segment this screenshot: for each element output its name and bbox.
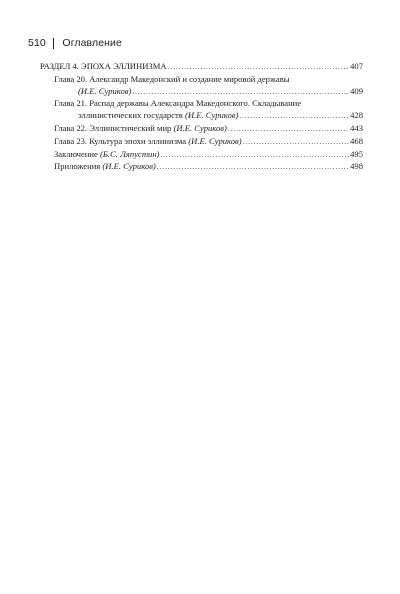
toc-entry-line	[40, 74, 363, 86]
toc-page-number: 409	[350, 85, 363, 96]
toc-chapter-title-continued: эллинистических государств	[78, 110, 183, 121]
toc-chapter-title: Глава 21. Распад державы Александра Македонского. Складывание	[54, 98, 302, 109]
toc-entry-title: Приложения	[54, 161, 101, 172]
toc-entry-title: Заключение	[54, 148, 98, 159]
toc-author: (Б.С. Ляпустин)	[99, 148, 160, 159]
toc-leader-dots	[132, 87, 349, 99]
toc-author: (И.Е. Суриков)	[78, 85, 132, 96]
toc-page-number: 495	[350, 148, 363, 159]
toc-page-number: 468	[350, 135, 363, 146]
toc-chapter-23[interactable]	[40, 136, 363, 149]
running-head	[28, 36, 122, 50]
toc-chapter-20[interactable]	[40, 74, 363, 99]
toc-part-4[interactable]	[40, 61, 363, 74]
table-of-contents	[40, 61, 363, 174]
toc-conclusion[interactable]	[40, 149, 363, 162]
page-number: 510	[28, 37, 46, 49]
toc-appendices[interactable]	[40, 161, 363, 174]
toc-page-number: 443	[350, 122, 363, 133]
toc-chapter-21[interactable]	[40, 98, 363, 123]
toc-entry-line	[40, 98, 363, 110]
toc-page-number: 498	[350, 161, 363, 172]
toc-leader-dots	[243, 137, 349, 149]
toc-page-number: 428	[350, 110, 363, 121]
toc-leader-dots	[168, 62, 350, 74]
toc-leader-dots	[239, 111, 349, 123]
running-head-separator	[53, 38, 55, 49]
running-head-title: Оглавление	[62, 37, 122, 49]
toc-author: (И.Е. Суриков)	[102, 161, 156, 172]
toc-leader-dots	[160, 150, 349, 162]
toc-chapter-title: Глава 20. Александр Македонский и создание мировой державы	[54, 73, 290, 84]
toc-chapter-title: Глава 22. Эллинистический мир	[54, 122, 172, 133]
toc-author: (И.Е. Суриков)	[173, 122, 227, 133]
toc-chapter-22[interactable]	[40, 123, 363, 136]
toc-part-title: РАЗДЕЛ 4. ЭПОХА ЭЛЛИНИЗМА	[40, 61, 167, 71]
toc-leader-dots	[228, 124, 349, 136]
toc-entry-line	[40, 86, 363, 99]
toc-leader-dots	[157, 162, 349, 174]
toc-entry-line	[40, 110, 363, 123]
toc-author: (И.Е. Суриков)	[185, 110, 239, 121]
toc-page-number: 407	[350, 61, 363, 71]
toc-chapter-title: Глава 23. Культура эпохи эллинизма	[54, 135, 187, 146]
toc-author: (И.Е. Суриков)	[188, 135, 242, 146]
